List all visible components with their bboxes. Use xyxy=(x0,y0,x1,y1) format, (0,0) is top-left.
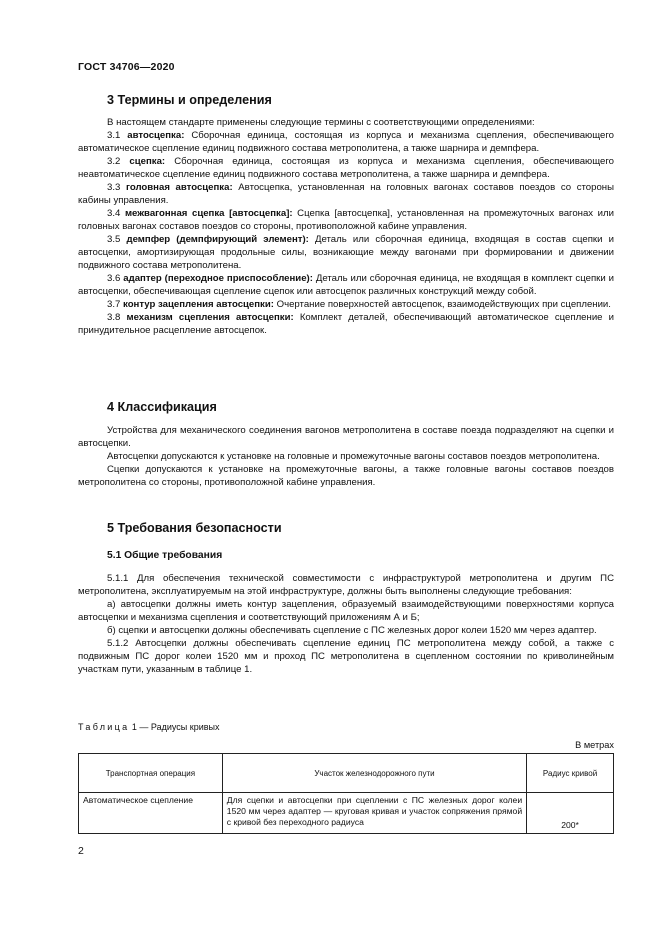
term-3-6: 3.6 адаптер (переходное приспособление): Деталь или сборочная единица, не входящая в комплект сцепки и автосцепки, обеспечивающая сцепление сцепок или автосцепок различных конструкций между собой. xyxy=(78,273,614,297)
table-header-cell: Участок железнодорожного пути xyxy=(222,754,526,793)
section-5-paragraph: 5.1.2 Автосцепки должны обеспечивать сцепление единиц ПС метрополитена между собой, а также с подвижным ПС дорог колеи 1520 мм и проход ПС метрополитена в сцепленном состоянии по криволинейным участкам пути, указанным в таблице 1. xyxy=(78,638,614,675)
section-3-intro: В настоящем стандарте применены следующие термины с соответствующими определениями: xyxy=(107,117,535,128)
term-3-7: 3.7 контур зацепления автосцепки: Очертание поверхностей автосцепок, взаимодействующих при сцеплении. xyxy=(107,299,611,310)
page-number: 2 xyxy=(78,845,84,857)
table-cell-section: Для сцепки и автосцепки при сцеплении с ПС железных дорог колеи 1520 мм через адаптер — круговая кривая и участок сопряжения прямой с кривой без переходного радиуса xyxy=(222,793,526,834)
subsection-5-1-title: 5.1 Общие требования xyxy=(107,550,223,561)
table-header-cell: Радиус кривой xyxy=(527,754,614,793)
section-4-paragraph: Сцепки допускаются к установке на промежуточные вагоны, а также головные вагоны составов поездов метрополитена со стороны, противоположной кабине управления. xyxy=(78,464,614,488)
table-row xyxy=(79,793,614,834)
term-3-5: 3.5 демпфер (демпфирующий элемент): Деталь или сборочная единица, входящая в состав сцепки и автосцепки, амортизирующая продольные силы, возникающие между вагонами при формировании и движении подвижного состава метрополитена. xyxy=(78,234,614,271)
section-5-paragraph: 5.1.1 Для обеспечения технической совместимости с инфраструктурой метрополитена и другим ПС метрополитена, эксплуатируемым на этой инфраструктуре, должны быть выполнены следующие требования: xyxy=(78,573,614,597)
section-5-body xyxy=(78,572,614,676)
section-5-paragraph: а) автосцепки должны иметь контур зацепления, образуемый взаимодействующими поверхностями корпуса автосцепки и механизма сцепления и соответствующий приложениям А и Б; xyxy=(78,599,614,623)
term-3-4: 3.4 межвагонная сцепка [автосцепка]: Сцепка [автосцепка], установленная на промежуточных вагонах или головных вагонах составов поездов со стороны, противоположной кабине управления. xyxy=(78,208,614,232)
table-cell-radius: 200* xyxy=(527,793,614,834)
section-4-body xyxy=(78,424,614,489)
table-caption: Таблица 1 — Радиусы кривых xyxy=(78,722,220,732)
standard-header: ГОСТ 34706—2020 xyxy=(78,61,175,73)
term-3-2: 3.2 сцепка: Сборочная единица, состоящая из корпуса и механизма сцепления, обеспечивающего неавтоматическое сцепление единиц подвижного состава метрополитена, а также шарнира и демпфера. xyxy=(78,156,614,180)
section-5-paragraph: б) сцепки и автосцепки должны обеспечивать сцепление с ПС железных дорог колеи 1520 мм через адаптер. xyxy=(107,625,597,636)
table-units: В метрах xyxy=(575,740,614,750)
table-cell-operation: Автоматическое сцепление xyxy=(79,793,223,834)
term-3-8: 3.8 механизм сцепления автосцепки: Комплект деталей, обеспечивающий автоматическое сцепление и принудительное расцепление автосцепок. xyxy=(78,312,615,336)
table-header-row xyxy=(79,754,614,793)
section-4-title: 4 Классификация xyxy=(107,400,217,414)
section-3-body xyxy=(78,116,614,337)
curve-radius-table xyxy=(78,753,614,834)
term-3-1: 3.1 автосцепка: Сборочная единица, состоящая из корпуса и механизма сцепления, обеспечивающего автоматическое сцепление единиц подвижного состава метрополитена, а также шарнира и демпфера. xyxy=(78,130,614,154)
section-4-paragraph: Устройства для механического соединения вагонов метрополитена в составе поезда подразделяют на сцепки и автосцепки. xyxy=(78,425,614,449)
table-header-cell: Транспортная операция xyxy=(79,754,223,793)
term-3-3: 3.3 головная автосцепка: Автосцепка, установленная на головных вагонах составов поездов со стороны кабины управления. xyxy=(78,182,615,206)
section-3-title: 3 Термины и определения xyxy=(107,93,272,107)
section-5-title: 5 Требования безопасности xyxy=(107,521,282,535)
section-4-paragraph: Автосцепки допускаются к установке на головные и промежуточные вагоны составов поездов метрополитена. xyxy=(107,451,600,462)
